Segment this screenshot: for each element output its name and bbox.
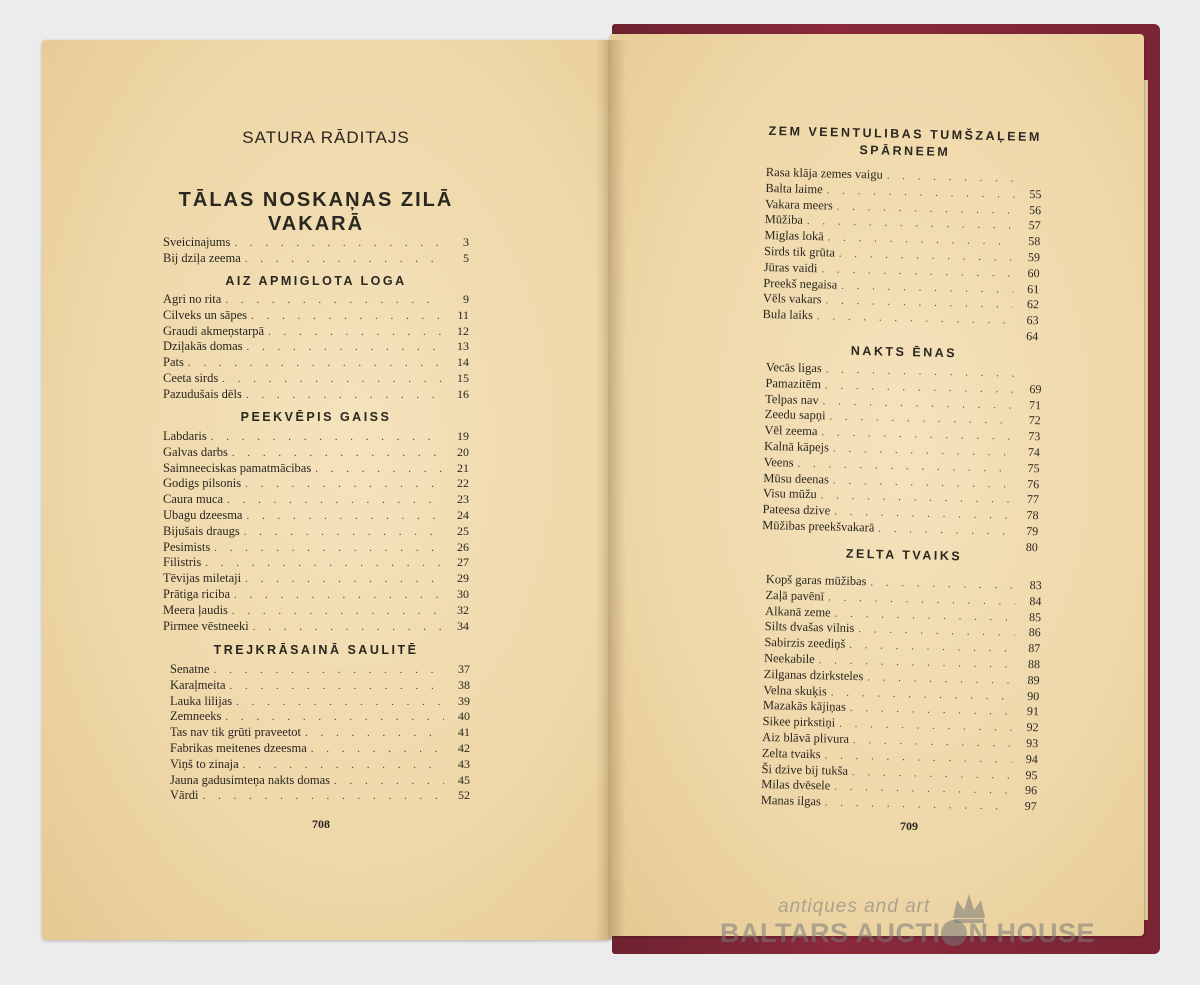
toc-entry: Rasa klāja zemes vaigu . . .: [766, 165, 1042, 187]
toc-entry: Sabirzis zeediņš . . . 87: [764, 635, 1040, 657]
toc-entry: Agri no rita . . . 9: [163, 292, 469, 308]
toc-entry: Pirmee vēstneeki . . . 34: [163, 619, 469, 635]
toc-entry: Kalnā kāpejs . . . 74: [764, 439, 1040, 461]
toc-entry: Viņš to zinaja . . . 43: [170, 757, 470, 773]
toc-entry: Mazakās kājiņas . . . 91: [763, 698, 1039, 720]
toc-entry: Pateesa dzive . . . 78: [762, 502, 1038, 524]
toc-list: [762, 165, 1042, 345]
toc-entry: Zilganas dzirksteles . . . 89: [763, 667, 1039, 689]
toc-entry: Pesimists . . . 26: [163, 540, 469, 556]
toc-entry: Alkanā zeme . . . 85: [765, 604, 1041, 626]
toc-entry: Zaļā pavēnī . . . 84: [765, 588, 1041, 610]
toc-entry: Dziļakās domas . . . 13: [163, 339, 469, 355]
toc-entry: Miglas lokā . . . 58: [764, 228, 1040, 250]
book-gutter: [596, 40, 626, 940]
toc-entry: Manas ilgas . . . 97: [761, 793, 1037, 815]
toc-entry: Meera ļaudis . . . 32: [163, 603, 469, 619]
globe-icon: [941, 920, 967, 946]
toc-entry: Visu mūžu . . . 77: [763, 486, 1039, 508]
watermark-tagline: antiques and art: [778, 896, 931, 917]
toc-entry: Neekabile . . . 88: [764, 651, 1040, 673]
toc-entry: Jūras vaidi . . . 60: [763, 260, 1039, 282]
toc-entry: Lauka lilijas . . . 39: [170, 694, 470, 710]
section-title: ZELTA TVAIKS: [845, 546, 963, 564]
toc-entry: Vēls vakars . . . 62: [763, 291, 1039, 313]
toc-entry: Vecās ligas . . .: [766, 360, 1042, 382]
toc-entry: Sveicinajums . . . 3: [163, 235, 469, 251]
toc-entry: Godigs pilsonis . . . 22: [163, 476, 469, 492]
toc-entry: Bula laiks . . . 63: [762, 307, 1038, 329]
section-title: ZEM VEENTULIBAS TUMŠZAĻEEM SPĀRNEEM: [768, 123, 1042, 160]
toc-entry: Kopš garas mūžibas . . . 83: [766, 572, 1042, 594]
toc-entry: Tas nav tik grūti praveetot . . . 41: [170, 725, 470, 741]
toc-entry: Karaļmeita . . . 38: [170, 678, 470, 694]
section-title: TREJKRĀSAINĀ SAULITĒ: [213, 643, 419, 657]
toc-heading: SATURA RĀDITAJS: [242, 128, 410, 147]
toc-entry: Zemneeks . . . 40: [170, 709, 470, 725]
toc-list: [163, 235, 469, 267]
toc-entry: Mūžibas preekšvakarā . . . 79: [762, 518, 1038, 540]
toc-list: [762, 360, 1042, 556]
toc-entry: 64: [1026, 328, 1039, 344]
toc-entry: Pazudušais dēls . . . 16: [163, 387, 469, 403]
toc-entry: Zelta tvaiks . . . 94: [762, 746, 1038, 768]
watermark-brand-right: N HOUSE: [968, 918, 1096, 948]
toc-entry: Vēl zeema . . . 73: [764, 423, 1040, 445]
section-title: AIZ APMIGLOTA LOGA: [225, 274, 407, 288]
toc-entry: Preekš negaisa . . . 61: [763, 276, 1039, 298]
toc-entry: Tēvijas miletaji . . . 29: [163, 571, 469, 587]
toc-entry: Telpas nav . . . 71: [765, 392, 1041, 414]
section-title: PEEKVĒPIS GAISS: [240, 410, 392, 424]
page-number: 709: [900, 819, 918, 833]
toc-list: [761, 572, 1042, 815]
page-number: 708: [312, 817, 330, 831]
toc-entry: Sikee pirkstiņi . . . 92: [762, 714, 1038, 736]
section-title: NAKTS ĒNAS: [850, 343, 958, 361]
toc-entry: Velna skuķis . . . 90: [763, 683, 1039, 705]
toc-entry: Graudi akmeņstarpā . . . 12: [163, 324, 469, 340]
toc-entry: Silts dvašas vilnis . . . 86: [765, 619, 1041, 641]
toc-entry: Pamazitēm . . . 69: [765, 376, 1041, 398]
toc-entry: Fabrikas meitenes dzeesma . . . 42: [170, 741, 470, 757]
toc-entry: Mūžiba . . . 57: [765, 212, 1041, 234]
toc-entry: Ceeta sirds . . . 15: [163, 371, 469, 387]
toc-entry: Aiz blāvā plivura . . . 93: [762, 730, 1038, 752]
toc-entry: Bijušais draugs . . . 25: [163, 524, 469, 540]
toc-entry: Pats . . . 14: [163, 355, 469, 371]
toc-entry: Vārdi . . . 52: [170, 788, 470, 804]
toc-entry: 80: [1025, 539, 1038, 554]
toc-entry: Ubagu dzeesma . . . 24: [163, 508, 469, 524]
toc-entry: Jauna gadusimteņa nakts domas . . . 45: [170, 773, 470, 789]
toc-entry: Labdaris . . . 19: [163, 429, 469, 445]
toc-list: [163, 292, 469, 403]
toc-entry: Mūsu deenas . . . 76: [763, 471, 1039, 493]
toc-entry: Filistris . . . 27: [163, 555, 469, 571]
toc-entry: Milas dvēsele . . . 96: [761, 777, 1037, 799]
toc-entry: Saimneeciskas pamatmācibas . . . 21: [163, 461, 469, 477]
toc-entry: Cilveks un sāpes . . . 11: [163, 308, 469, 324]
toc-entry: Prātiga riciba . . . 30: [163, 587, 469, 603]
toc-entry: Vakara meers . . . 56: [765, 197, 1041, 219]
watermark-brand: [720, 918, 1095, 949]
toc-entry: Galvas darbs . . . 20: [163, 445, 469, 461]
toc-list: [170, 662, 470, 804]
toc-entry: Balta laime . . . 55: [765, 181, 1041, 203]
section-title: TĀLAS NOSKAŅAS ZILĀ VAKARĀ: [178, 189, 454, 235]
toc-entry: Ši dzive bij tukša . . . 95: [761, 762, 1037, 784]
toc-entry: Caura muca . . . 23: [163, 492, 469, 508]
toc-entry: Bij dziļa zeema . . . 5: [163, 251, 469, 267]
toc-entry: Veens . . . 75: [763, 455, 1039, 477]
watermark-brand-left: BALTARS AUCTI: [720, 918, 941, 948]
toc-entry: Senatne . . . 37: [170, 662, 470, 678]
toc-entry: Sirds tik grūta . . . 59: [764, 244, 1040, 266]
toc-entry: Zeedu sapņi . . . 72: [765, 407, 1041, 429]
toc-list: [163, 429, 469, 634]
